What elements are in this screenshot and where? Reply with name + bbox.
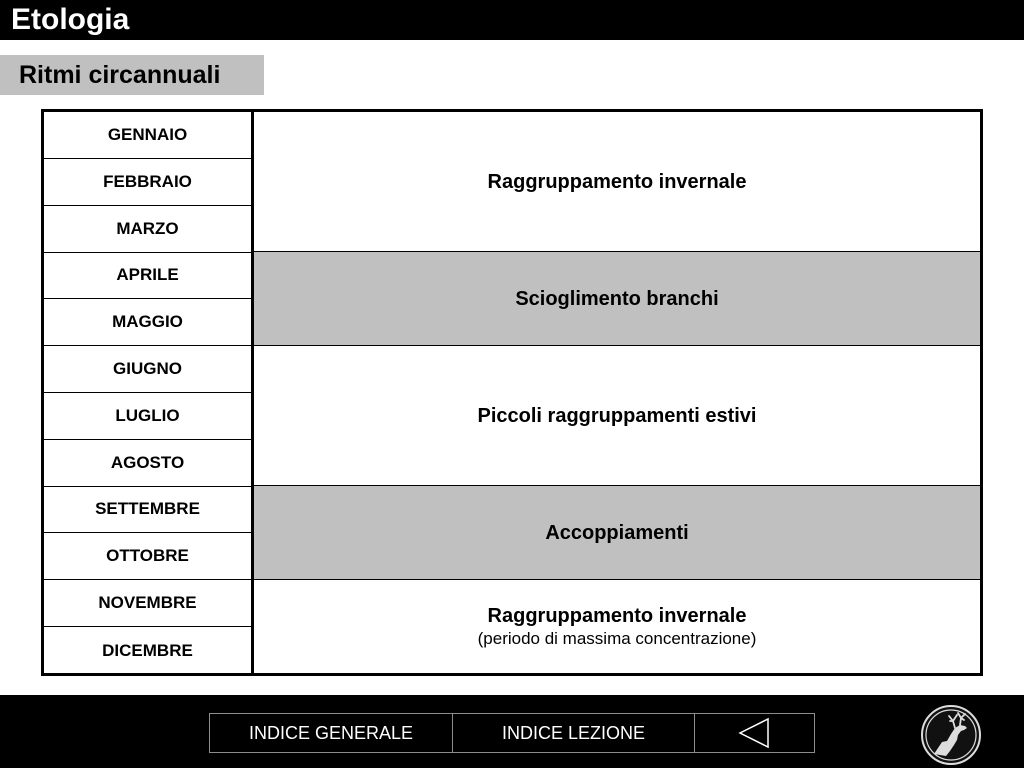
month-cell: MARZO [44, 206, 251, 253]
month-column [44, 112, 251, 673]
month-cell: LUGLIO [44, 393, 251, 440]
phase-mating [254, 486, 980, 580]
month-cell: FEBBRAIO [44, 159, 251, 206]
month-cell: GIUGNO [44, 346, 251, 393]
annual-rhythm-table [41, 109, 983, 676]
back-button[interactable] [695, 714, 814, 752]
section-title: Ritmi circannuali [0, 55, 264, 95]
phase-label: Raggruppamento invernale [487, 170, 747, 193]
month-cell: SETTEMBRE [44, 486, 251, 533]
footer-bar [0, 695, 1024, 768]
phase-label: Scioglimento branchi [515, 287, 719, 310]
lesson-index-button[interactable]: INDICE LEZIONE [453, 714, 695, 752]
phase-note: (periodo di massima concentrazione) [477, 628, 757, 648]
month-cell: OTTOBRE [44, 533, 251, 580]
month-cell: GENNAIO [44, 112, 251, 159]
phase-winter-grouping [254, 112, 980, 252]
deer-head-icon [920, 704, 982, 766]
phase-summer-groups [254, 346, 980, 486]
phase-label: Accoppiamenti [545, 521, 689, 544]
month-cell: DICEMBRE [102, 640, 193, 660]
month-cell: NOVEMBRE [44, 580, 251, 627]
phase-label: Raggruppamento invernale [487, 604, 747, 627]
phase-winter-grouping-peak [254, 580, 980, 673]
page-title: Etologia [11, 3, 130, 36]
footer-nav [209, 713, 815, 753]
phase-herd-dispersal [254, 252, 980, 346]
month-cell: MAGGIO [44, 299, 251, 346]
phase-label: Piccoli raggruppamenti estivi [477, 404, 757, 427]
month-cell: APRILE [44, 252, 251, 299]
title-bar [0, 0, 1024, 40]
month-cell: AGOSTO [44, 440, 251, 487]
general-index-button[interactable]: INDICE GENERALE [210, 714, 453, 752]
triangle-left-icon [737, 717, 773, 749]
